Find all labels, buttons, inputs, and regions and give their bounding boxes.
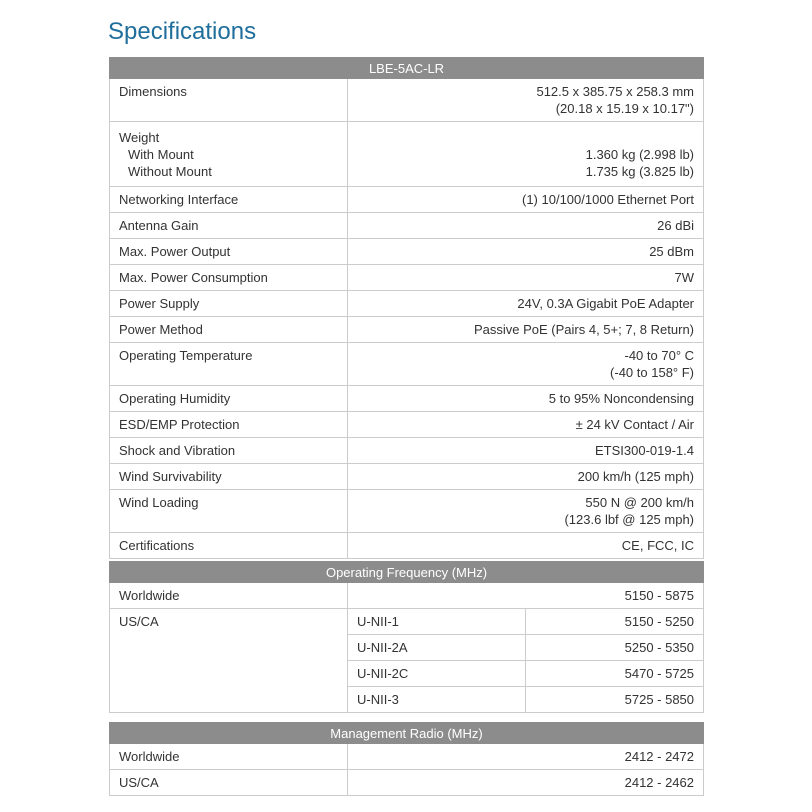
- wind-loading-value: [348, 490, 704, 533]
- operating-humidity-label: Operating Humidity: [110, 386, 348, 412]
- band-value: 5150 - 5250: [526, 609, 704, 635]
- table-row: [110, 187, 704, 213]
- power-supply-label: Power Supply: [110, 291, 348, 317]
- management-radio-table: [109, 722, 704, 796]
- weight-label-cell: [110, 122, 348, 187]
- table-row: [110, 533, 704, 559]
- management-us-ca-label: US/CA: [110, 770, 348, 796]
- max-power-consumption-value: 7W: [348, 265, 704, 291]
- band-value: 5470 - 5725: [526, 661, 704, 687]
- table-row: [110, 239, 704, 265]
- wind-loading-label: Wind Loading: [110, 490, 348, 533]
- certifications-value: CE, FCC, IC: [348, 533, 704, 559]
- shock-vibration-label: Shock and Vibration: [110, 438, 348, 464]
- table-row: [110, 770, 704, 796]
- weight-without-mount-value: 1.735 kg (3.825 lb): [585, 164, 695, 179]
- wind-loading-metric: 550 N @ 200 km/h: [585, 495, 695, 510]
- table-row: [110, 265, 704, 291]
- weight-with-mount-label: With Mount: [128, 147, 194, 162]
- dimensions-metric: 512.5 x 385.75 x 258.3 mm: [536, 84, 695, 99]
- table-row: [110, 122, 704, 187]
- page-title: Specifications: [108, 18, 257, 45]
- wind-loading-imperial: (123.6 lbf @ 125 mph): [564, 512, 695, 527]
- management-us-ca-value: 2412 - 2462: [348, 770, 704, 796]
- weight-label: Weight: [119, 130, 160, 145]
- power-method-label: Power Method: [110, 317, 348, 343]
- dimensions-label: Dimensions: [110, 79, 348, 122]
- table-row: [110, 464, 704, 490]
- table-row: [110, 583, 704, 609]
- operating-humidity-value: 5 to 95% Noncondensing: [348, 386, 704, 412]
- table-row: [110, 79, 704, 122]
- esd-emp-label: ESD/EMP Protection: [110, 412, 348, 438]
- table-row: [110, 744, 704, 770]
- antenna-gain-value: 26 dBi: [348, 213, 704, 239]
- table-row: [110, 412, 704, 438]
- shock-vibration-value: ETSI300-019-1.4: [348, 438, 704, 464]
- table-header-row: [110, 723, 704, 744]
- table-row: [110, 386, 704, 412]
- weight-with-mount-value: 1.360 kg (2.998 lb): [585, 147, 695, 162]
- table-row: [110, 438, 704, 464]
- band-name: U-NII-1: [348, 609, 526, 635]
- general-spec-table: [109, 57, 704, 559]
- operating-frequency-table: [109, 561, 704, 713]
- max-power-output-value: 25 dBm: [348, 239, 704, 265]
- max-power-output-label: Max. Power Output: [110, 239, 348, 265]
- frequency-worldwide-value: 5150 - 5875: [348, 583, 704, 609]
- band-name: U-NII-2A: [348, 635, 526, 661]
- management-worldwide-value: 2412 - 2472: [348, 744, 704, 770]
- band-name: U-NII-3: [348, 687, 526, 713]
- esd-emp-value: ± 24 kV Contact / Air: [348, 412, 704, 438]
- dimensions-value: [348, 79, 704, 122]
- table-header-row: [110, 58, 704, 79]
- band-value: 5725 - 5850: [526, 687, 704, 713]
- management-worldwide-label: Worldwide: [110, 744, 348, 770]
- networking-value: (1) 10/100/1000 Ethernet Port: [348, 187, 704, 213]
- frequency-us-ca-label: US/CA: [110, 609, 348, 713]
- model-header: LBE-5AC-LR: [110, 58, 704, 79]
- table-row: [110, 609, 704, 635]
- frequency-worldwide-label: Worldwide: [110, 583, 348, 609]
- power-supply-value: 24V, 0.3A Gigabit PoE Adapter: [348, 291, 704, 317]
- table-row: [110, 343, 704, 386]
- antenna-gain-label: Antenna Gain: [110, 213, 348, 239]
- operating-temperature-celsius: -40 to 70° C: [624, 348, 695, 363]
- table-header-row: [110, 562, 704, 583]
- weight-without-mount-label: Without Mount: [128, 164, 212, 179]
- management-radio-header: Management Radio (MHz): [110, 723, 704, 744]
- operating-frequency-header: Operating Frequency (MHz): [110, 562, 704, 583]
- table-row: [110, 317, 704, 343]
- dimensions-imperial: (20.18 x 15.19 x 10.17"): [555, 101, 695, 116]
- power-method-value: Passive PoE (Pairs 4, 5+; 7, 8 Return): [348, 317, 704, 343]
- operating-temperature-label: Operating Temperature: [110, 343, 348, 386]
- band-name: U-NII-2C: [348, 661, 526, 687]
- operating-temperature-value: [348, 343, 704, 386]
- table-row: [110, 490, 704, 533]
- weight-value-cell: [348, 122, 704, 187]
- wind-survivability-label: Wind Survivability: [110, 464, 348, 490]
- wind-survivability-value: 200 km/h (125 mph): [348, 464, 704, 490]
- table-row: [110, 213, 704, 239]
- networking-label: Networking Interface: [110, 187, 348, 213]
- max-power-consumption-label: Max. Power Consumption: [110, 265, 348, 291]
- operating-temperature-fahrenheit: (-40 to 158° F): [610, 365, 695, 380]
- band-value: 5250 - 5350: [526, 635, 704, 661]
- table-row: [110, 291, 704, 317]
- certifications-label: Certifications: [110, 533, 348, 559]
